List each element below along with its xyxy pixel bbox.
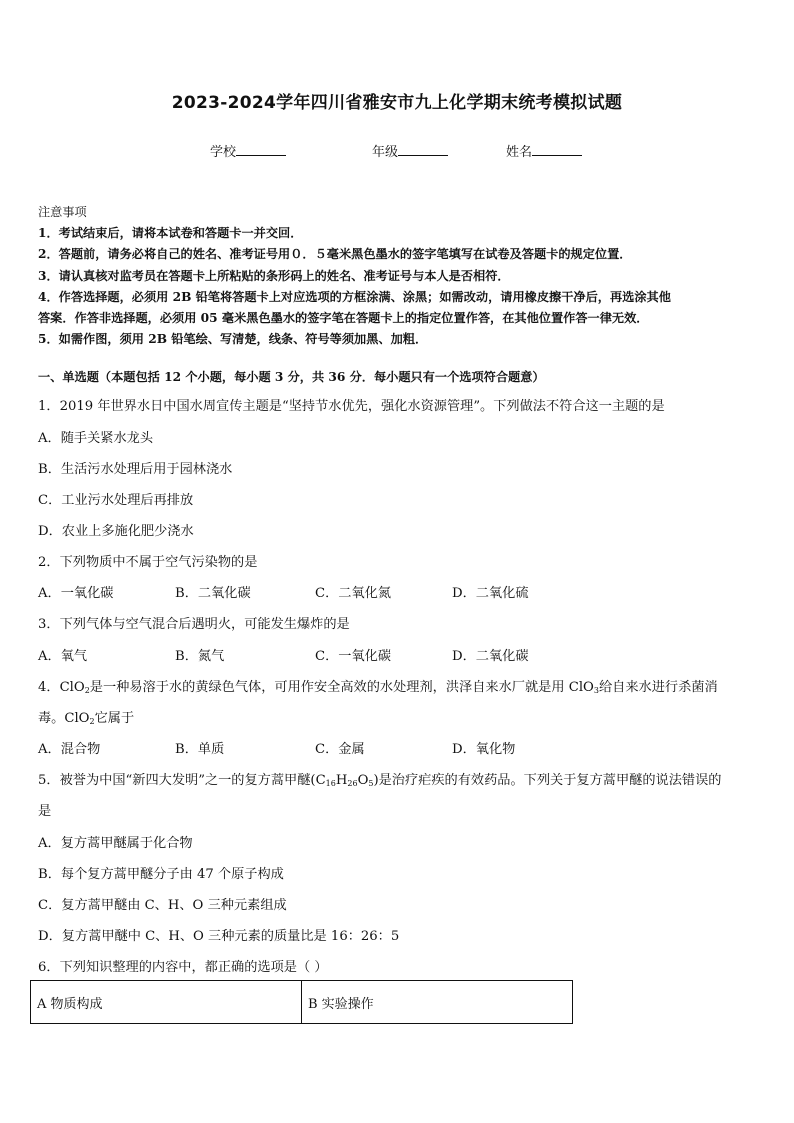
question-1-option-d[interactable]: D．农业上多施化肥少浇水 [38,524,194,539]
grade-field[interactable]: 年级 [372,141,448,160]
notice-item: 5．如需作图，须用 2B 铅笔绘、写清楚，线条、符号等须加黑、加粗． [38,332,428,347]
table-cell-b: B 实验操作 [302,981,573,1024]
notice-item: 4．作答选择题，必须用 2B 铅笔将答题卡上对应选项的方框涂满、涂黑；如需改动，请用橡皮擦干净后，再选涂其他 [38,289,671,304]
question-5-option-c[interactable]: C．复方蒿甲醚由 C、H、O 三种元素组成 [38,898,287,913]
question-3-option-b[interactable]: B．氮气 [175,649,225,664]
question-3-option-d[interactable]: D．二氧化碳 [452,649,529,664]
table-cell-a: A 物质构成 [31,981,302,1024]
question-6-table [30,980,573,1024]
question-5-option-d[interactable]: D．复方蒿甲醚中 C、H、O 三种元素的质量比是 16：26：5 [38,929,400,944]
question-4-stem-line-2: 毒。ClO$_2$它属于 [38,711,135,726]
question-5-option-a[interactable]: A．复方蒿甲醚属于化合物 [38,836,193,851]
section-heading: 一、单选题（本题包括 12 个小题，每小题 3 分，共 36 分．每小题只有一个选项符合题意） [38,370,545,384]
question-5-stem-line-1: 5．被誉为中国“新四大发明”之一的复方蒿甲醚$(C_{16}H_{26}O_5)$是治疗疟疾的有效药品。下列关于复方蒿甲醚的说法错误的 [38,773,722,788]
question-2-stem: 2．下列物质中不属于空气污染物的是 [38,555,258,570]
question-4-option-b[interactable]: B．单质 [175,742,225,757]
question-4-stem-line-1: 4．ClO$_2$是一种易溶于水的黄绿色气体，可用作安全高效的水处理剂，洪泽自来水厂就是用 ClO$_3$给自来水进行杀菌消 [38,680,718,695]
question-2-option-c[interactable]: C．二氧化氮 [315,586,392,601]
question-6-stem: 6．下列知识整理的内容中，都正确的选项是（ ） [38,960,328,975]
question-1-option-c[interactable]: C．工业污水处理后再排放 [38,493,194,508]
question-5-stem-line-2: 是 [38,804,52,819]
question-3-option-a[interactable]: A．氧气 [38,649,88,664]
question-4-option-c[interactable]: C．金属 [315,742,365,757]
notice-item: 3．请认真核对监考员在答题卡上所粘贴的条形码上的姓名、准考证号与本人是否相符． [38,268,510,283]
school-field[interactable]: 学校 [210,141,286,160]
notice-item: 答案．作答非选择题，必须用 05 毫米黑色墨水的签字笔在答题卡上的指定位置作答，在其他位置作答一律无效． [38,311,649,326]
notice-heading: 注意事项 [38,205,87,219]
table-row [31,981,573,1024]
question-4-option-a[interactable]: A．混合物 [38,742,101,757]
notice-item: 1．考试结束后，请将本试卷和答题卡一并交回． [38,226,303,241]
question-2-option-d[interactable]: D．二氧化硫 [452,586,529,601]
notice-block [38,202,758,350]
question-3-option-c[interactable]: C．一氧化碳 [315,649,392,664]
notice-item: 2．答题前，请务必将自己的姓名、准考证号用０．５毫米黑色墨水的签字笔填写在试卷及答题卡的规定位置． [38,247,632,262]
name-field[interactable]: 姓名 [506,141,582,160]
question-2-option-a[interactable]: A．一氧化碳 [38,586,114,601]
question-4-option-d[interactable]: D．氧化物 [452,742,516,757]
question-3-stem: 3．下列气体与空气混合后遇明火，可能发生爆炸的是 [38,617,350,632]
question-2-option-b[interactable]: B．二氧化碳 [175,586,251,601]
question-1-stem: 1．2019 年世界水日中国水周宣传主题是“坚持节水优先，强化水资源管理”。下列做法不符合这一主题的是 [38,399,665,414]
question-5-option-b[interactable]: B．每个复方蒿甲醚分子由 47 个原子构成 [38,867,284,882]
question-1-option-a[interactable]: A．随手关紧水龙头 [38,431,154,446]
question-1-option-b[interactable]: B．生活污水处理后用于园林浇水 [38,462,233,477]
page-title: 2023-2024学年四川省雅安市九上化学期末统考模拟试题 [171,93,623,113]
